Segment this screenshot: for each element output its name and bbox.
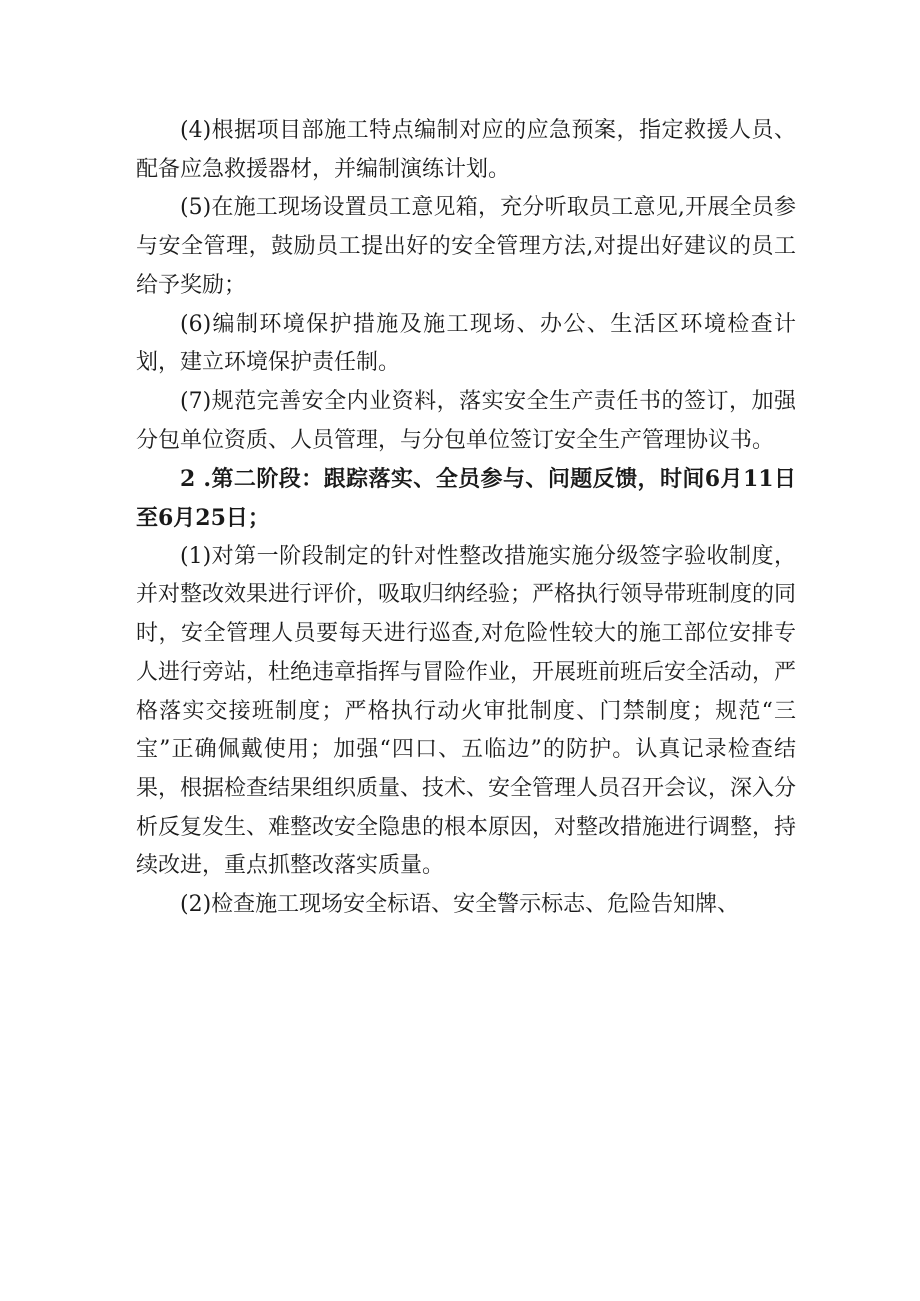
paragraph-item-7: (7)规范完善安全内业资料，落实安全生产责任书的签订，加强分包单位资质、人员管理，与分包单位签订安全生产管理协议书。 [136, 388, 796, 453]
paragraph-item-5: (5)在施工现场设置员工意见箱，充分听取员工意见,开展全员参与安全管理，鼓励员工提出好的安全管理方法,对提出好建议的员工给予奖励； [136, 195, 796, 298]
document-body [136, 112, 796, 925]
paragraph-item-2: (2)检查施工现场安全标语、安全警示标志、危险告知牌、 [180, 892, 740, 918]
paragraph-item-4: (4)根据项目部施工特点编制对应的应急预案，指定救援人员、配备应急救援器材，并编制演练计划。 [136, 118, 796, 182]
paragraph-item-6: (6)编制环境保护措施及施工现场、办公、生活区环境检查计划，建立环境保护责任制。 [136, 311, 796, 376]
section-heading-stage-two: 2 .第二阶段：跟踪落实、全员参与、问题反馈，时间6月11日至6月25日； [136, 466, 796, 532]
paragraph-item-1: (1)对第一阶段制定的针对性整改措施实施分级签字验收制度，并对整改效果进行评价，吸取归纳经验；严格执行领导带班制度的同时，安全管理人员要每天进行巡查,对危险性较大的施工部位安排专人进行旁站，杜绝违章指挥与冒险作业，开展班前班后安全活动，严格落实交接班制度；严格执行动火审批制度、门禁制度；规范“三宝”正确佩戴使用；加强“四口、五临边”的防护。认真记录检查结果，根据检查结果组织质量、技术、安全管理人员召开会议，深入分析反复发生、难整改安全隐患的根本原因，对整改措施进行调整，持续改进，重点抓整改落实质量。 [136, 543, 797, 879]
